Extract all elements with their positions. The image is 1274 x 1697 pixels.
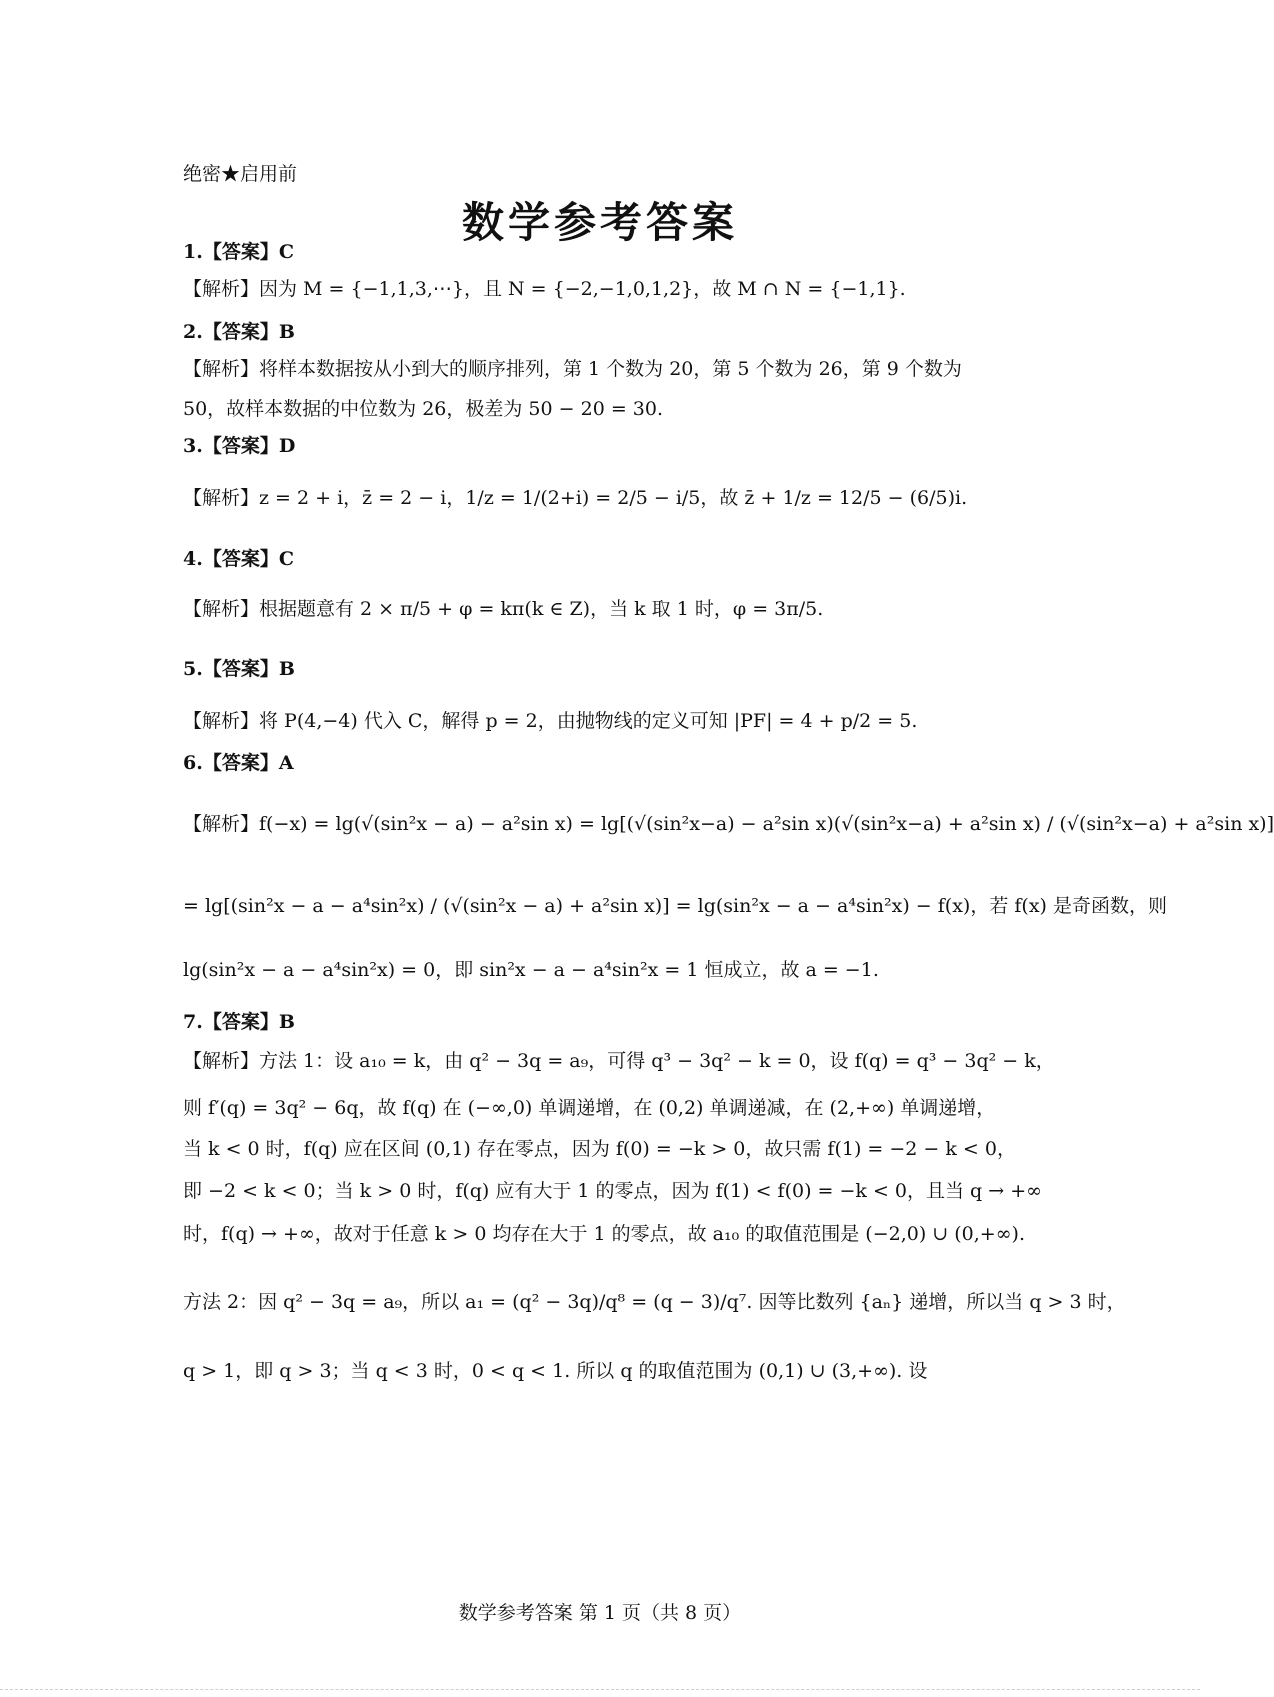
analysis-6-line-1: 【解析】f(−x) = lg(√(sin²x − a) − a²sin x) = lg[(√(sin²x−a) − a²sin x)(√(sin²x−a) + a²sin x) / (√(sin²x−a) + a²sin x)]: [183, 813, 1274, 835]
analysis-5: 【解析】将 P(4,−4) 代入 C，解得 p = 2，由抛物线的定义可知 |PF| = 4 + p/2 = 5.: [183, 710, 918, 732]
analysis-6-line-2: = lg[(sin²x − a − a⁴sin²x) / (√(sin²x − a) + a²sin x)] = lg(sin²x − a − a⁴sin²x) − f(x)，若 f(x) 是奇函数，则: [183, 895, 1167, 917]
answer-5: 5.【答案】B: [183, 658, 295, 680]
analysis-1: 【解析】因为 M = {−1,1,3,⋯}，且 N = {−2,−1,0,1,2}，故 M ∩ N = {−1,1}.: [183, 278, 906, 300]
answer-7: 7.【答案】B: [183, 1011, 295, 1033]
answer-6: 6.【答案】A: [183, 752, 294, 774]
analysis-7-line-2: 则 f′(q) = 3q² − 6q，故 f(q) 在 (−∞,0) 单调递增，在 (0,2) 单调递减，在 (2,+∞) 单调递增，: [183, 1097, 996, 1119]
answer-1: 1.【答案】C: [183, 241, 294, 263]
analysis-2-line-1: 【解析】将样本数据按从小到大的顺序排列，第 1 个数为 20，第 5 个数为 26，第 9 个数为: [183, 358, 962, 380]
page-title: 数学参考答案: [461, 198, 738, 247]
analysis-7-line-5: 时，f(q) → +∞，故对于任意 k > 0 均存在大于 1 的零点，故 a₁₀ 的取值范围是 (−2,0) ∪ (0,+∞).: [183, 1223, 1025, 1245]
analysis-7-method-2-line-1: 方法 2：因 q² − 3q = a₉，所以 a₁ = (q² − 3q)/q⁸ = (q − 3)/q⁷. 因等比数列 {aₙ} 递增，所以当 q > 3 时，: [183, 1291, 1126, 1313]
page-footer: 数学参考答案 第 1 页（共 8 页）: [458, 1602, 742, 1624]
analysis-7-method-2-line-2: q > 1，即 q > 3；当 q < 3 时，0 < q < 1. 所以 q 的取值范围为 (0,1) ∪ (3,+∞). 设: [183, 1360, 928, 1382]
answer-3: 3.【答案】D: [183, 435, 296, 457]
analysis-4: 【解析】根据题意有 2 × π/5 + φ = kπ(k ∈ Z)，当 k 取 1 时，φ = 3π/5.: [183, 598, 824, 620]
answer-4: 4.【答案】C: [183, 548, 294, 570]
answer-2: 2.【答案】B: [183, 321, 295, 343]
analysis-7-line-3: 当 k < 0 时，f(q) 应在区间 (0,1) 存在零点，因为 f(0) = −k > 0，故只需 f(1) = −2 − k < 0，: [183, 1138, 1016, 1160]
analysis-6-line-3: lg(sin²x − a − a⁴sin²x) = 0，即 sin²x − a − a⁴sin²x = 1 恒成立，故 a = −1.: [183, 959, 879, 981]
confidential-label: 绝密★启用前: [183, 163, 298, 185]
page-edge-divider: [0, 1689, 1200, 1690]
analysis-7-line-1: 【解析】方法 1：设 a₁₀ = k，由 q² − 3q = a₉，可得 q³ − 3q² − k = 0，设 f(q) = q³ − 3q² − k，: [183, 1050, 1055, 1072]
analysis-2-line-2: 50，故样本数据的中位数为 26，极差为 50 − 20 = 30.: [183, 398, 664, 420]
analysis-7-line-4: 即 −2 < k < 0；当 k > 0 时，f(q) 应有大于 1 的零点，因为 f(1) < f(0) = −k < 0，且当 q → +∞: [183, 1180, 1042, 1202]
analysis-3: 【解析】z = 2 + i，z̄ = 2 − i，1/z = 1/(2+i) = 2/5 − i/5，故 z̄ + 1/z = 12/5 − (6/5)i.: [183, 487, 968, 509]
